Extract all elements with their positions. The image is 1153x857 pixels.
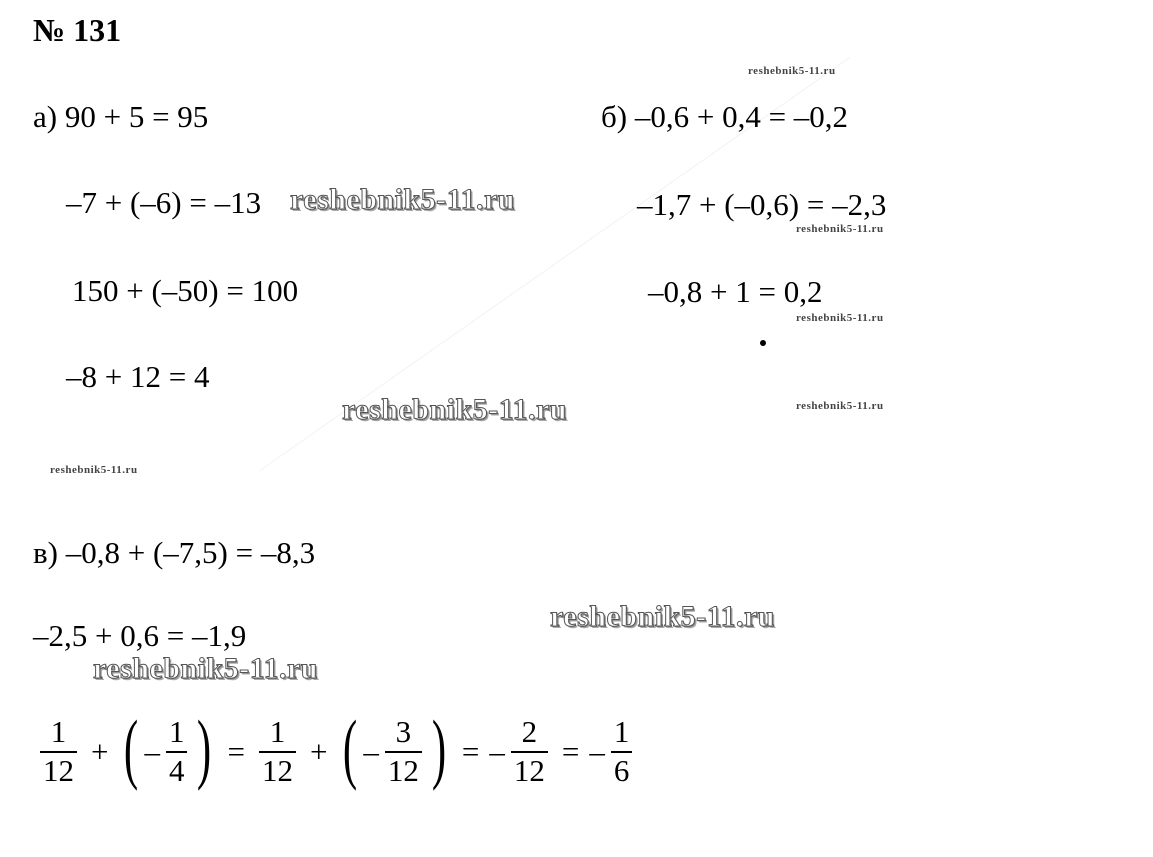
eq-a-4: –8 + 12 = 4 — [66, 359, 210, 394]
watermark-small-1: reshebnik5-11.ru — [748, 65, 836, 77]
equals-2: = — [461, 734, 480, 769]
watermark-small-2: reshebnik5-11.ru — [796, 223, 884, 235]
fraction-equation — [36, 704, 636, 792]
watermark-small-3: reshebnik5-11.ru — [796, 312, 884, 324]
watermark-small-5: reshebnik5-11.ru — [50, 464, 138, 476]
watermark-large-1: reshebnik5-11.ru — [290, 183, 515, 216]
left-paren-2: ( — [343, 704, 358, 791]
minus-sign-2: – — [363, 734, 379, 769]
plus-1: + — [91, 734, 109, 769]
eq-a-1: а) 90 + 5 = 95 — [33, 99, 209, 134]
equals-1: = — [227, 734, 245, 769]
fraction-3: $\frac{1}{12}$ — [259, 716, 296, 787]
eq-a-2: –7 + (–6) = –13 — [66, 185, 262, 220]
exercise-number: № 131 — [33, 12, 122, 48]
eq-a-3: 150 + (–50) = 100 — [72, 273, 299, 308]
equals-3: = — [561, 734, 580, 769]
fraction-1: $\frac{1}{12}$ — [40, 716, 77, 787]
eq-v-2: –2,5 + 0,6 = –1,9 — [33, 618, 247, 653]
fraction-2: $\frac{1}{4}$ — [166, 716, 188, 787]
plus-2: + — [309, 734, 328, 769]
eq-b-2: –1,7 + (–0,6) = –2,3 — [637, 187, 887, 222]
stray-dot — [760, 340, 766, 346]
right-paren-1: ) — [197, 704, 212, 791]
eq-v-1: в) –0,8 + (–7,5) = –8,3 — [33, 535, 316, 570]
fraction-4: $\frac{3}{12}$ — [385, 716, 422, 787]
minus-sign-1: – — [144, 734, 160, 769]
left-paren-1: ( — [124, 704, 139, 791]
eq-b-1: б) –0,6 + 0,4 = –0,2 — [601, 99, 849, 134]
watermark-large-4: reshebnik5-11.ru — [93, 652, 318, 685]
eq-b-3: –0,8 + 1 = 0,2 — [648, 274, 823, 309]
fraction-6: $\frac{1}{6}$ — [611, 716, 633, 787]
minus-sign-3: – — [489, 734, 505, 769]
watermark-large-2: reshebnik5-11.ru — [342, 393, 567, 426]
minus-sign-4: – — [589, 734, 605, 769]
fraction-5: $\frac{2}{12}$ — [511, 716, 548, 787]
watermark-small-4: reshebnik5-11.ru — [796, 400, 884, 412]
right-paren-2: ) — [431, 704, 447, 791]
watermark-large-3: reshebnik5-11.ru — [550, 600, 775, 633]
